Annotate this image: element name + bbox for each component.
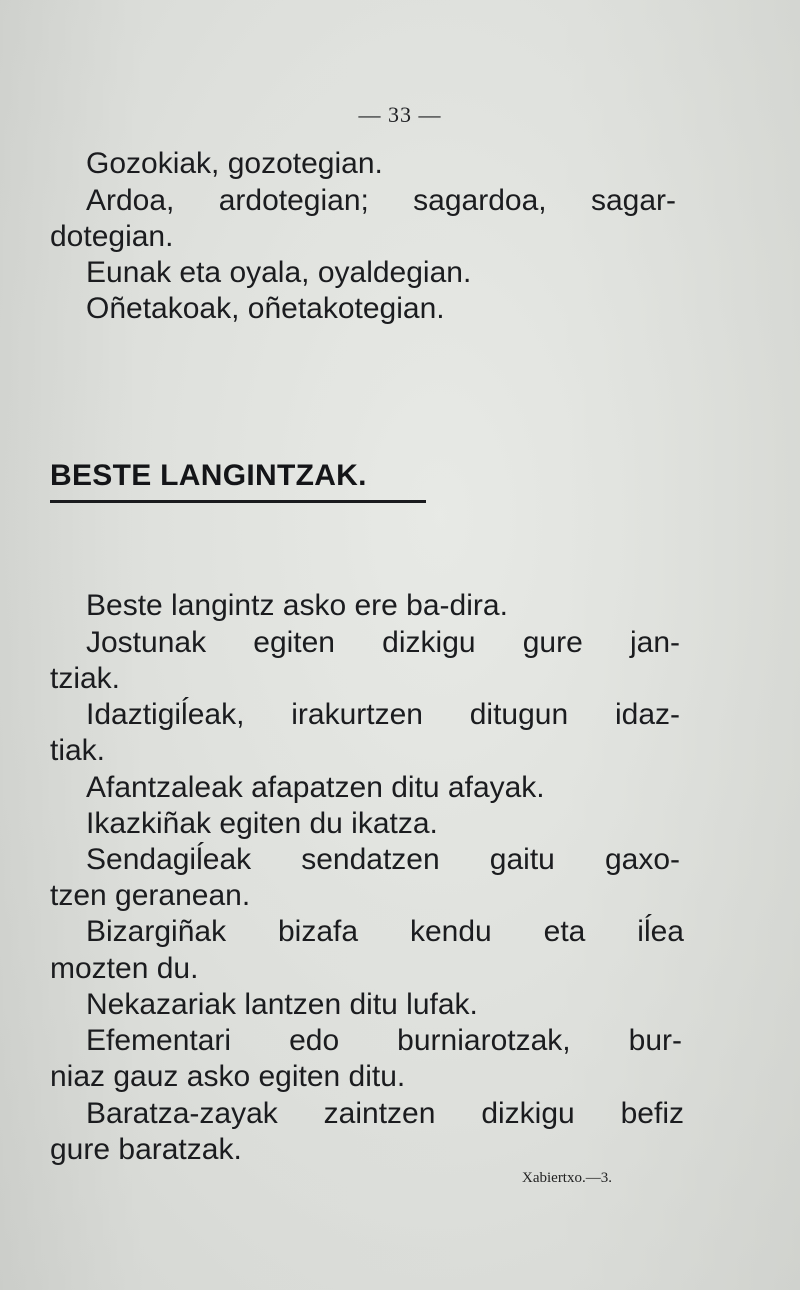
text-line: Gozokiak, gozotegian. — [86, 147, 383, 180]
text-line: Ardoa, ardotegian; sagardoa, sagar- — [86, 184, 676, 217]
text-line: Sendagiĺeak sendatzen gaitu gaxo- — [86, 843, 680, 876]
text-line: Beste langintz asko ere ba-dira. — [86, 589, 508, 622]
text-line: tzen geranean. — [50, 879, 251, 912]
text-line: niaz gauz asko egiten ditu. — [50, 1060, 406, 1093]
text-line: Baratza-zayak zaintzen dizkigu befiz — [86, 1097, 684, 1130]
text-line: Afantzaleak afapatzen ditu afayak. — [86, 771, 545, 804]
text-line: Idaztigiĺeak, irakurtzen ditugun idaz- — [86, 698, 680, 731]
text-line: Eunak eta oyala, oyaldegian. — [86, 256, 472, 289]
text-line: dotegian. — [50, 220, 174, 253]
text-line: tziak. — [50, 662, 121, 695]
text-line: gure baratzak. — [50, 1133, 242, 1166]
text-line: tiak. — [50, 734, 106, 767]
text-line: Ikazkiñak egiten du ikatza. — [86, 807, 438, 840]
text-line: Efementari edo burniarotzak, bur- — [86, 1024, 682, 1057]
text-line: Jostunak egiten dizkigu gure jan- — [86, 626, 680, 659]
text-line: Oñetakoak, oñetakotegian. — [86, 292, 445, 325]
heading-underline — [50, 500, 426, 503]
section-heading: BESTE LANGINTZAK. — [50, 459, 367, 492]
page-number: — 33 — — [358, 102, 442, 127]
signature-mark: Xabiertxo.—3. — [522, 1170, 612, 1186]
text-line: mozten du. — [50, 952, 199, 985]
text-line: Bizargiñak bizafa kendu eta iĺea — [86, 915, 684, 948]
text-line: Nekazariak lantzen ditu lufak. — [86, 988, 478, 1021]
